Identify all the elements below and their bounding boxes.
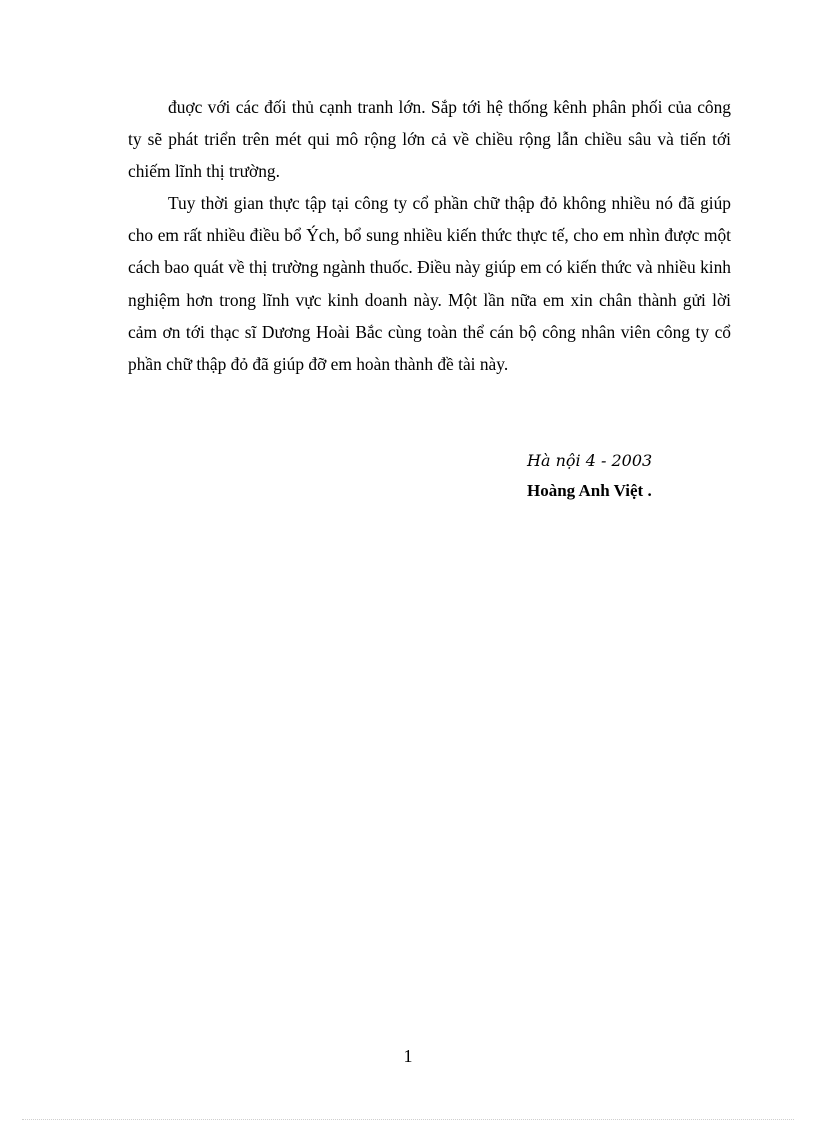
- page-number: 1: [403, 1046, 413, 1066]
- paragraph-continued: đuợc với các đối thủ cạnh tranh lớn. Sắp tới hệ thống kênh phân phối của công ty sẽ phát triển trên mét qui mô rộng lớn cả về chiều rộng lẫn chiều sâu và tiến tới chiếm lĩnh thị trường.: [128, 97, 731, 182]
- paragraph-acknowledgement: Tuy thời gian thực tập tại công ty cổ phần chữ thập đỏ không nhiều nó đã giúp cho em rất nhiều điều bổ Ých, bổ sung nhiều kiến thức thực tế, cho em nhìn được một cách bao quát về thị trường ngành thuốc. Điều này giúp em có kiến thức và nhiều kinh nghiệm hơn trong lĩnh vực kinh doanh này. Một lần nữa em xin chân thành gửi lời cảm ơn tới thạc sĩ Dương Hoài Bắc cùng toàn thể cán bộ công nhân viên công ty cổ phần chữ thập đỏ đã giúp đỡ em hoàn thành đề tài này.: [128, 193, 731, 374]
- body-text: [128, 91, 731, 380]
- page-bottom-divider: [22, 1119, 794, 1120]
- signature-place-date: Hà nội 4 - 2003: [527, 451, 653, 470]
- signature-author-name: Hoàng Anh Việt .: [527, 481, 652, 500]
- signature-block: [527, 446, 787, 506]
